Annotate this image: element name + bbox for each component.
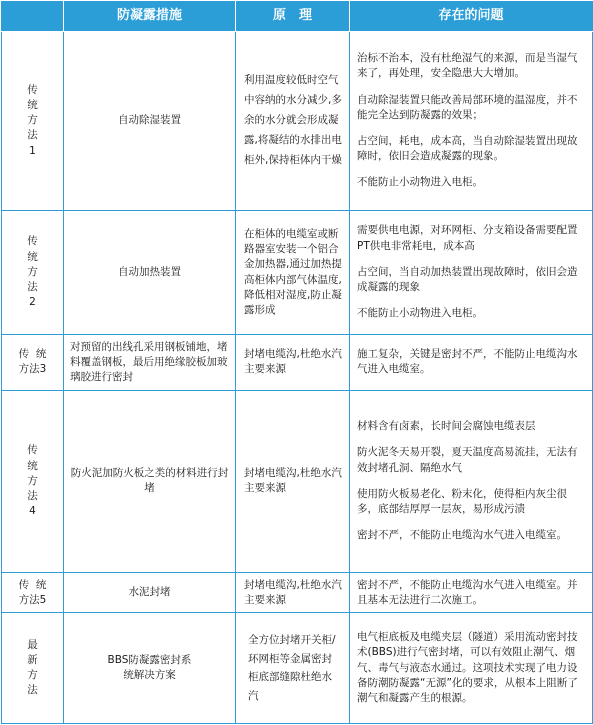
measure-cell: 防火泥加防火板之类的材料进行封堵 xyxy=(64,390,236,573)
principle-cell: 封堵电缆沟,杜绝水汽主要来源 xyxy=(236,335,350,390)
table-row xyxy=(2,32,593,211)
method-label: 传 统 方 法 1 xyxy=(2,32,64,211)
table-row xyxy=(2,613,593,724)
header-measure: 防凝露措施 xyxy=(64,2,236,32)
problem-item: 电气柜底板及电缆夹层（隧道）采用流动密封技术(BBS)进行气密封堵，可以有效阻止潮气、烟气、毒气与液态水通过。这项技术实现了电力设备防潮防凝露“无源”化的要求，从根本上阻断了潮气和凝露产生的根源。 xyxy=(357,631,578,705)
method-label: 传 统 方法5 xyxy=(2,573,64,613)
problem-item: 占空间，当自动加热装置出现故障时，依旧会造成凝露的现象 xyxy=(357,265,578,294)
problems-cell xyxy=(350,613,593,724)
problem-item: 施工复杂，关键是密封不严，不能防止电缆沟水气进入电缆室。 xyxy=(357,348,578,376)
problems-cell xyxy=(350,573,593,613)
problem-item: 治标不治本，没有杜绝湿气的来源，而是当湿气来了，再处理，安全隐患大大增加。 xyxy=(357,52,578,80)
anti-condensation-comparison-table xyxy=(1,1,593,724)
principle-cell: 封堵电缆沟,杜绝水汽主要来源 xyxy=(236,390,350,573)
measure-cell: 水泥封堵 xyxy=(64,573,236,613)
principle-cell: 在柜体的电缆室或断路器室安装一个铝合金加热器,通过加热提高柜体内部气体温度,降低相对湿度,防止凝露形成 xyxy=(236,210,350,335)
problem-item: 材料含有卤素，长时间会腐蚀电缆表层 xyxy=(357,420,536,433)
problem-item: 密封不严，不能防止电缆沟水气进入电缆室。 xyxy=(357,529,567,542)
measure-cell: BBS防凝露密封系统解决方案 xyxy=(64,613,236,724)
problem-item: 自动除湿装置只能改善局部环境的温湿度，并不能完全达到防凝露的效果； xyxy=(357,93,578,121)
table-row xyxy=(2,210,593,335)
problem-item: 不能防止小动物进入电柜。 xyxy=(357,176,483,189)
problem-item: 不能防止小动物进入电柜。 xyxy=(357,307,483,320)
problem-item: 使用防火板易老化、粉末化，使得柜内灰尘很多，底部结厚厚一层灰，易形成污渍 xyxy=(357,487,567,516)
problems-cell xyxy=(350,335,593,390)
problems-cell xyxy=(350,390,593,573)
principle-cell: 利用温度较低时空气中容纳的水分减少,多余的水分就会形成凝露,将凝结的水排出电柜外,保持柜体内干燥 xyxy=(236,32,350,211)
method-label: 传 统 方法3 xyxy=(2,335,64,390)
principle-cell: 封堵电缆沟,杜绝水汽主要来源 xyxy=(236,573,350,613)
method-label: 传 统 方 法 2 xyxy=(2,210,64,335)
table-row xyxy=(2,573,593,613)
header-category xyxy=(2,2,64,32)
comparison-table-wrapper xyxy=(1,1,592,724)
header-problems: 存在的问题 xyxy=(350,2,593,32)
table-row xyxy=(2,335,593,390)
measure-cell: 自动除湿装置 xyxy=(64,32,236,211)
problem-item: 防火泥冬天易开裂，夏天温度高易流挂，无法有效封堵孔洞、隔绝水气 xyxy=(357,446,578,474)
problem-item: 占空间，耗电，成本高，当自动除湿装置出现故障时，依旧会造成凝露的现象。 xyxy=(357,134,578,163)
problems-cell xyxy=(350,210,593,335)
method-label: 最 新 方 法 xyxy=(2,613,64,724)
header-row xyxy=(2,2,593,32)
measure-cell: 对预留的出线孔采用钢板铺地，堵料覆盖钢板，最后用绝缘胶板加玻璃胶进行密封 xyxy=(64,335,236,390)
problem-item: 需要供电电源，对环网柜、分支箱设备需要配置PT供电非常耗电，成本高 xyxy=(357,224,578,252)
problems-cell xyxy=(350,32,593,211)
principle-cell: 全方位封堵开关柜/环网柜等金属密封柜底部缝隙杜绝水汽 xyxy=(236,613,350,724)
header-principle: 原 理 xyxy=(236,2,350,32)
problem-item: 密封不严，不能防止电缆沟水气进入电缆室。并且基本无法进行二次施工。 xyxy=(357,578,578,606)
measure-cell: 自动加热装置 xyxy=(64,210,236,335)
method-label: 传 统 方 法 4 xyxy=(2,390,64,573)
table-row xyxy=(2,390,593,573)
